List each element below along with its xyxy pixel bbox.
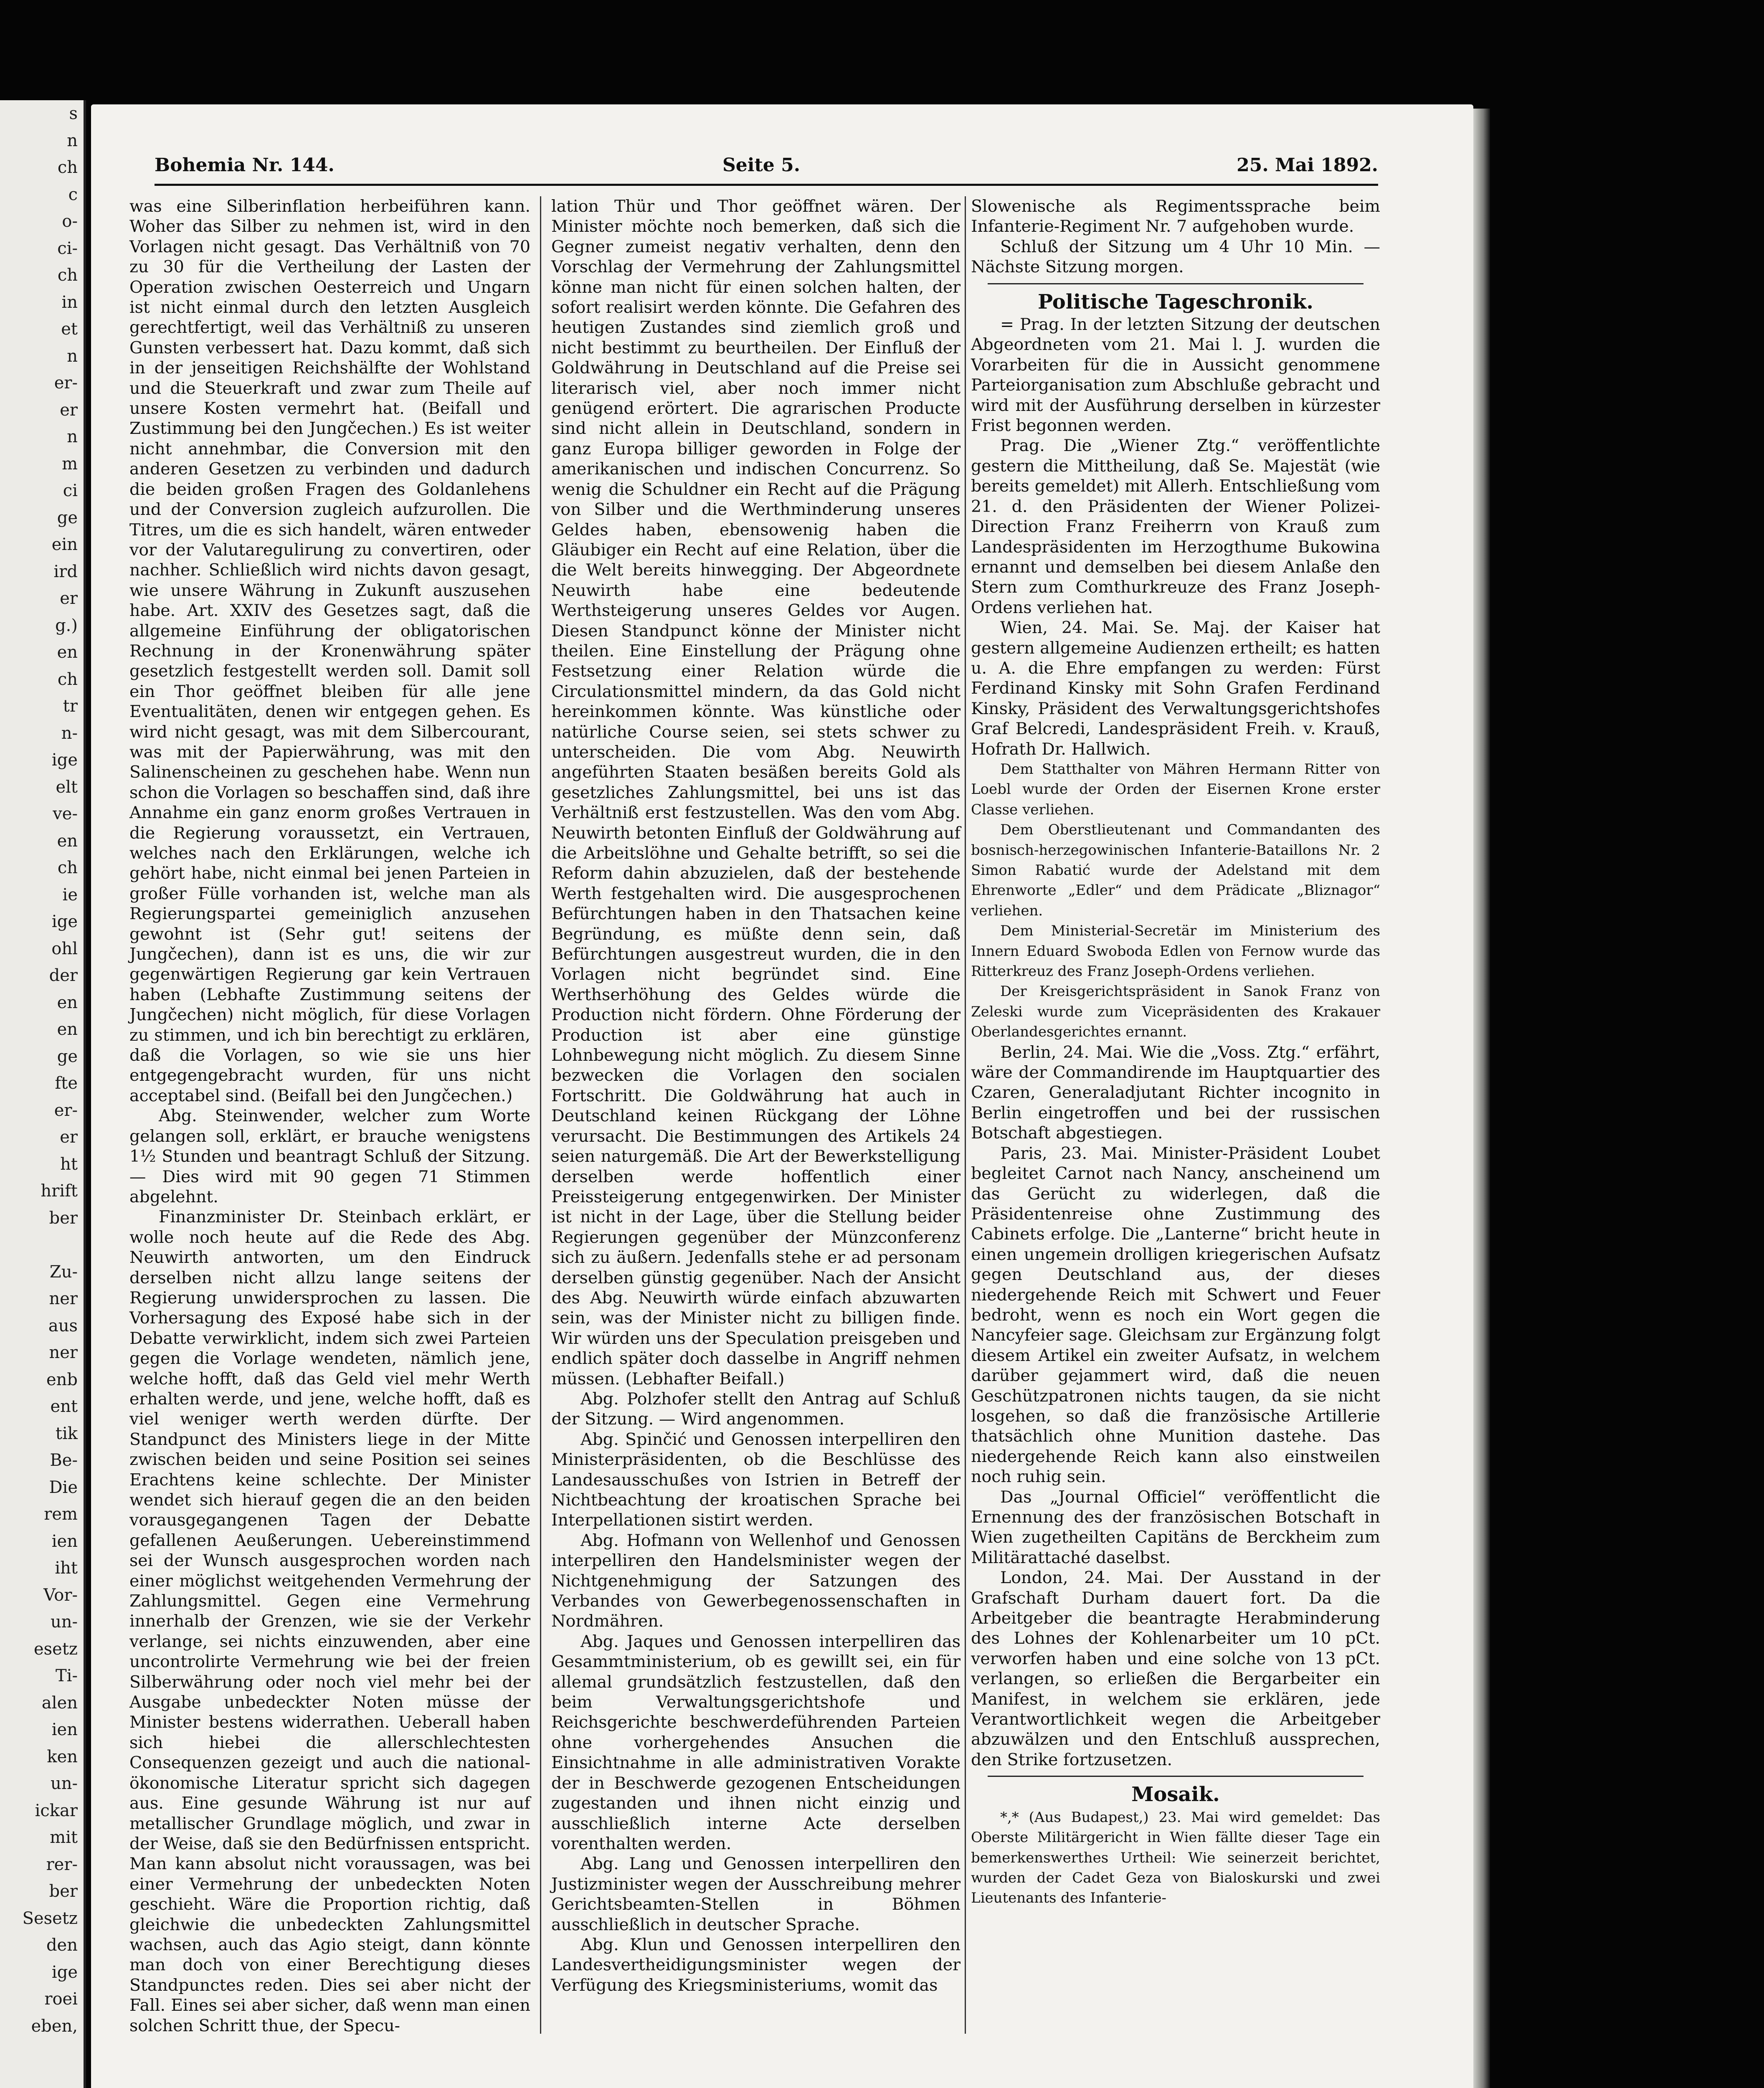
column-separator bbox=[540, 196, 541, 2034]
paragraph: = Prag. In der letzten Sitzung der deutschen Abgeordneten vom 21. Mai l. J. wurden die Vorarbeiten für die in Aussicht genommene Parteiorganisation zum Abschluße gebracht und wird mit der Ausführung derselben in kürzester Frist begonnen werden. bbox=[971, 315, 1380, 436]
fragment-line: rem bbox=[44, 1505, 78, 1524]
fragment-line: s bbox=[69, 104, 78, 123]
paragraph: Abg. Klun und Genossen interpelliren den Landesvertheidigungsminister wegen der Verfügung des Kriegsministeriums, womit das bbox=[551, 1935, 961, 1995]
fragment-line: fte bbox=[55, 1074, 78, 1093]
fragment-line: g.) bbox=[55, 616, 78, 635]
fragment-line: der bbox=[49, 966, 78, 985]
paragraph: Dem Ministerial-Secretär im Ministerium des Innern Eduard Swoboda Edlen von Fernow wurde das Ritterkreuz des Franz Joseph-Ordens verliehen. bbox=[971, 922, 1380, 980]
fragment-line: ch bbox=[57, 669, 78, 689]
header-rule bbox=[155, 184, 1378, 186]
paragraph: Abg. Jaques und Genossen interpelliren das Gesammtministerium, ob es gewillt sei, ein für allemal grundsätzlich festzustellen, daß den beim Verwaltungsgerichtshofe und Reichsgerichte beschwerdeführenden Parteien ohne vorhergehendes Ansuchen die Einsichtnahme in alle administrativen Vorakte der in Beschwerde gezogenen Entscheidungen zugestanden und ihnen nicht einzig und ausschließlich interne Acte derselben vorenthalten werden. bbox=[551, 1632, 961, 1853]
fragment-line: un- bbox=[50, 1774, 78, 1793]
column-separator bbox=[965, 196, 966, 2034]
fragment-line: ken bbox=[47, 1747, 78, 1766]
header-publication: Bohemia Nr. 144. bbox=[155, 155, 335, 176]
column-2 bbox=[551, 196, 961, 1995]
fragment-line: en bbox=[57, 1020, 78, 1039]
fragment-line: ein bbox=[51, 535, 78, 554]
header-date: 25. Mai 1892. bbox=[1237, 155, 1378, 176]
section-title-mosaik: Mosaik. bbox=[1131, 1783, 1220, 1807]
fragment-line: in bbox=[61, 292, 78, 312]
fragment-line: un- bbox=[50, 1612, 78, 1632]
fragment-line: roei bbox=[44, 1989, 78, 2009]
fragment-line: ner bbox=[49, 1343, 78, 1362]
fragment-line: et bbox=[61, 319, 78, 339]
fragment-line: ien bbox=[51, 1720, 78, 1739]
fragment-line: enb bbox=[46, 1370, 78, 1389]
paragraph: was eine Silberinflation herbeiführen kann. Woher das Silber zu nehmen ist, wird in den Vorlagen nicht gesagt. Das Verhältniß von 70 zu 30 für die Vertheilung der Lasten der Operation zwischen Oesterreich und Ungarn ist nicht einmal durch den letzten Ausgleich gerechtfertigt, weil das Verhältniß zu unseren Gunsten verbessert hat. Dazu kommt, daß sich in der jenseitigen Reichshälfte der Wohlstand und die Steuerkraft und zwar zum Theile auf unsere Kosten vermehrt hat. (Beifall und Zustimmung bei den Jungčechen.) Es ist weiter nicht annehmbar, die Conversion mit den anderen Gesetzen zu verbinden und dadurch die beiden großen Fragen des Goldanlehens und der Conversion zugleich aufzurollen. Die Titres, um die es sich handelt, wären entweder vor der Valutaregulirung zu convertiren, oder nachher. Schließlich wird nichts davon gesagt, wie unsere Währung in Zukunft auszusehen habe. Art. XXIV des Gesetzes sagt, daß die allgemeine Einführung der obligatorischen Rechnung in der Kronenwährung später gesetzlich festgestellt werden soll. Damit soll ein Thor geöffnet bleiben für alle jene Eventualitäten, denen wir entgegen gehen. Es wird nicht gesagt, was mit dem Silbercourant, was mit der Papierwährung, was mit den Salinenscheinen zu geschehen habe. Wenn nun schon die Vorlagen so beschaffen sind, daß ihre Annahme ein ganz enorm großes Vertrauen in die Regierung voraussetzt, ein Vertrauen, welches nach den Erklärungen, welche ich gehört habe, nicht einmal bei jenen Parteien in großer Fülle vorhanden ist, welche man als Regierungspartei gemeiniglich anzusehen gewohnt ist (Sehr gut! seitens der Jungčechen), dann ist es uns, die wir zur gegenwärtigen Regierung gar kein Vertrauen haben (Lebhafte Zustimmung seitens der Jungčechen) nicht möglich, für diese Vorlagen zu stimmen, und ich bin berechtigt zu erklären, daß die Vorlagen, so wie sie uns hier entgegengebracht wurden, für uns nicht acceptabel sind. (Beifall bei den Jungčechen.) bbox=[129, 197, 530, 1105]
fragment-line: ge bbox=[57, 1047, 78, 1066]
paragraph: Abg. Polzhofer stellt den Antrag auf Schluß der Sitzung. — Wird angenommen. bbox=[551, 1389, 961, 1429]
paragraph: Abg. Spinčić und Genossen interpelliren den Ministerpräsidenten, ob die Beschlüsse des Landesausschußes von Istrien in Betreff der Nichtbeachtung der kroatischen Sprache bei Interpellationen sistirt werden. bbox=[551, 1429, 961, 1530]
column-3 bbox=[971, 196, 1380, 1908]
fragment-line bbox=[0, 1232, 84, 1259]
paragraph: Berlin, 24. Mai. Wie die „Voss. Ztg.“ erfährt, wäre der Commandirende im Hauptquartier des Czaren, Generaladjutant Richter incognito in Berlin eingetroffen und bei der russischen Botschaft abgestiegen. bbox=[971, 1042, 1380, 1143]
fragment-line: ner bbox=[49, 1289, 78, 1308]
paragraph: Finanzminister Dr. Steinbach erklärt, er wolle noch heute auf die Rede des Abg. Neuwirth antworten, um den Eindruck derselben nicht allzu lange seitens der Regierung unwidersprochen zu lassen. Die Vorhersagung des Exposé habe sich in der Debatte verwirklicht, indem sich zwei Parteien gegen die Vorlage wendeten, nämlich jene, welche hofft, daß das Geld viel mehr Werth erhalten werde, und jene, welche hofft, daß es viel weniger werth werden dürfte. Der Standpunct des Ministers liege in der Mitte zwischen beiden und seine Position sei seines Erachtens keine schlechte. Der Minister wendet sich hierauf gegen die an den beiden vorausgegangenen Tagen der Debatte gefallenen Aeußerungen. Uebereinstimmend sei der Wunsch ausgesprochen worden nach einer möglichst weitgehenden Vermehrung der Zahlungsmittel. Gegen eine Vermehrung innerhalb der Grenzen, wie sie der Verkehr verlange, sei nichts einzuwenden, aber eine uncontrolirte Vermehrung wie bei der freien Silberwährung oder noch viel mehr bei der Ausgabe unbedeckter Noten müsse der Minister bestens widerrathen. Ueberall haben sich hiebei die allerschlechtesten Consequenzen gezeigt und auch die national-ökonomische Literatur spricht sich dagegen aus. Eine gesunde Währung ist nur auf metallischer Grundlage möglich, und zwar in der Weise, daß sie den Bedürfnissen entspricht. Man kann absolut nicht voraussagen, was bei einer Vermehrung der unbedeckten Noten geschieht. Wäre die Proportion richtig, daß gleichwie die unbedeckten Zahlungsmittel wachsen, auch das Agio steigt, dann könnte man doch von einer Berechtigung dieses Standpunctes reden. Dies sei aber nicht der Fall. Eines sei aber sicher, daß wenn man einen solchen Schritt thue, der Specu- bbox=[129, 1207, 530, 2035]
fragment-line: hrift bbox=[41, 1181, 78, 1201]
adjacent-page-fragment bbox=[0, 100, 86, 2088]
fragment-line: ien bbox=[51, 1531, 78, 1551]
fragment-line: ber bbox=[49, 1882, 78, 1901]
fragment-line: ird bbox=[53, 562, 78, 581]
fragment-line: ht bbox=[60, 1154, 78, 1174]
fragment-line: en bbox=[57, 831, 78, 851]
paragraph: Dem Oberstlieutenant und Commandanten des bosnisch-herzegowinischen Infanterie-Bataillons Nr. 2 Simon Rabatić wurde der Adelstand mit dem Ehrenworte „Edler“ und dem Prädicate „Bliznagor“ verliehen. bbox=[971, 821, 1380, 919]
fragment-line: ci bbox=[63, 481, 78, 500]
fragment-line: elt bbox=[56, 777, 78, 797]
fragment-line: ch bbox=[57, 266, 78, 285]
page-edge-shadow bbox=[1473, 109, 1490, 2088]
paragraph: *,* (Aus Budapest,) 23. Mai wird gemeldet: Das Oberste Militärgericht in Wien fällte dieser Tage ein bemerkenswerthes Urtheil: Wie seinerzeit berichtet, wurden der Cadet Geza von Bialoskurski und zwei Lieutenants des Infanterie- bbox=[971, 1809, 1380, 1907]
fragment-line: ci- bbox=[57, 238, 78, 258]
fragment-line: er- bbox=[54, 1100, 78, 1120]
fragment-line: Zu- bbox=[49, 1262, 78, 1282]
fragment-line: o- bbox=[62, 212, 78, 231]
header-page-number: Seite 5. bbox=[722, 155, 801, 176]
fragment-line: tr bbox=[63, 697, 78, 716]
fragment-line: ch bbox=[57, 158, 78, 177]
fragment-line: rer- bbox=[46, 1855, 78, 1874]
paragraph: Paris, 23. Mai. Minister-Präsident Loubet begleitet Carnot nach Nancy, anscheinend um das Gerücht zu widerlegen, daß die Präsidentenreise ohne Zustimmung des Cabinets erfolge. Die „Lanterne“ bricht heute in einen ungemein drolligen kriegerischen Aufsatz gegen Deutschland aus, der dieses niedergehende Reich mit Schwert und Feuer bedroht, wenn es noch ein Wort gegen die Nancyfeier sage. Gleichsam zur Ergänzung folgt diesem Artikel ein zweiter Aufsatz, in welchem darüber gejammert wird, daß die neuen Geschützpatronen nichts taugen, da sie nicht losgehen, so daß die französische Artillerie thatsächlich ohne Munition dastehe. Das niedergehende Reich kann also einstweilen noch ruhig sein. bbox=[971, 1143, 1380, 1487]
paragraph: Der Kreisgerichtspräsident in Sanok Franz von Zeleski wurde zum Vicepräsidenten des Krakauer Oberlandesgerichtes ernannt. bbox=[971, 983, 1380, 1041]
fragment-line: ve- bbox=[53, 804, 78, 824]
fragment-line: Be- bbox=[50, 1451, 78, 1470]
paragraph: Das „Journal Officiel“ veröffentlicht die Ernennung des der französischen Botschaft in Wien zugetheilten Capitäns de Berckheim zum Militärattaché daselbst. bbox=[971, 1487, 1380, 1567]
fragment-line: den bbox=[46, 1936, 78, 1955]
fragment-line: alen bbox=[41, 1693, 78, 1713]
paragraph: London, 24. Mai. Der Ausstand in der Grafschaft Durham dauert fort. Da die Arbeitgeber die beantragte Herabminderung des Lohnes der Kohlenarbeiter um 10 pCt. verworfen haben und eine solche von 13 pCt. verlangen, so erließen die Bergarbeiter ein Manifest, in welchem sie erklären, jede Verantwortlichkeit wegen die Arbeitgeber abzuwälzen und den Entschluß aussprechen, den Strike fortzusetzen. bbox=[971, 1568, 1380, 1769]
fragment-line: c bbox=[68, 185, 78, 204]
fragment-line: en bbox=[57, 643, 78, 662]
fragment-line: Ti- bbox=[56, 1666, 78, 1685]
paragraph: Abg. Lang und Genossen interpelliren den Justizminister wegen der Ausschreibung mehrer Gerichtsbeamten-Stellen in Böhmen ausschließlich in deutscher Sprache. bbox=[551, 1854, 961, 1934]
fragment-line: tik bbox=[55, 1424, 78, 1443]
fragment-line: er bbox=[60, 400, 78, 420]
fragment-line: n bbox=[67, 427, 78, 446]
fragment-line: ickar bbox=[35, 1801, 78, 1820]
paragraph: Slowenische als Regimentssprache beim Infanterie-Regiment Nr. 7 aufgehoben wurde. bbox=[971, 197, 1380, 236]
fragment-line: er bbox=[60, 1128, 78, 1147]
fragment-line: ch bbox=[57, 858, 78, 877]
paragraph: Abg. Steinwender, welcher zum Worte gelangen soll, erklärt, er brauche wenigstens 1½ Stunden und beantragt Schluß der Sitzung. — Dies wird mit 90 gegen 71 Stimmen abgelehnt. bbox=[129, 1106, 530, 1206]
paragraph: Prag. Die „Wiener Ztg.“ veröffentlichte gestern die Mittheilung, daß Se. Majestät (wie bereits gemeldet) mit Allerh. Entschließung vom 21. d. den Präsidenten der Wiener Polizei-Direction Franz Freiherrn von Krauß zum Landespräsidenten im Herzogthume Bukowina ernannt und demselben bei diesem Anlaße den Stern zum Comthurkreuze des Franz Joseph-Ordens verliehen hat. bbox=[971, 436, 1380, 617]
fragment-line: n- bbox=[61, 723, 78, 743]
paragraph: Schluß der Sitzung um 4 Uhr 10 Min. — Nächste Sitzung morgen. bbox=[971, 237, 1380, 277]
fragment-line: m bbox=[62, 454, 78, 474]
section-title-politik: Politische Tageschronik. bbox=[1038, 290, 1313, 314]
paragraph: Dem Statthalter von Mähren Hermann Ritter von Loebl wurde der Orden der Eisernen Krone erster Classe verliehen. bbox=[971, 760, 1380, 818]
paragraph: Wien, 24. Mai. Se. Maj. der Kaiser hat gestern allgemeine Audienzen ertheilt; es hatten u. A. die Ehre empfangen zu werden: Fürst Ferdinand Kinsky mit Sohn Grafen Ferdinand Kinsky, Präsident des Verwaltungsgerichtshofes Graf Belcredi, Landespräsident Freih. v. Krauß, Hofrath Dr. Hallwich. bbox=[971, 618, 1380, 759]
paragraph: lation Thür und Thor geöffnet wären. Der Minister möchte noch bemerken, daß sich die Gegner zumeist negativ verhalten, denn den Vorschlag der Vermehrung der Zahlungsmittel könne man nicht für einen solchen halten, der sofort realisirt werden könnte. Die Gefahren des heutigen Zustandes sind ziemlich groß und nicht bestimmt zu beurtheilen. Der Einfluß der Goldwährung in Deutschland auf die Preise sei literarisch viel, aber noch immer nicht genügend erörtert. Die agrarischen Producte sind nicht allein in Deutschland, sondern in ganz Europa billiger geworden in Folge der amerikanischen und indischen Concurrenz. So wenig die Schuldner ein Recht auf die Prägung von Silber und die Werthminderung unseres Geldes haben, ebensowenig haben die Gläubiger ein Recht auf eine Relation, über die die Welt bereits hinwegging. Der Abgeordnete Neuwirth habe eine bedeutende Werthsteigerung unseres Geldes vor Augen. Diesen Standpunct könne der Minister nicht theilen. Eine Einstellung der Prägung ohne Festsetzung einer Relation würde die Circulationsmittel mindern, da das Gold nicht hereinkommen könnte. Was künstliche oder natürliche Course seien, sei stets schwer zu unterscheiden. Die vom Abg. Neuwirth angeführten Staaten besäßen bereits Gold als gesetzliches Zahlungsmittel, bei uns ist das Verhältniß erst festzustellen. Was den vom Abg. Neuwirth betonten Einfluß der Goldwährung auf die Arbeitslöhne und Gehalte betrifft, so sei die Reform dahin abzuzielen, daß der bestehende Werth festgehalten wird. Die ausgesprochenen Befürchtungen haben in den Thatsachen keine Begründung, es müßte denn sein, daß Befürchtungen ausgestreut wurden, die in den Vorlagen nicht begründet sind. Eine Werthserhöhung des Geldes würde die Production nicht fördern. Ohne Förderung der Production ist aber eine günstige Lohnbewegung nicht möglich. Zu diesem Sinne bezwecken die Vorlagen den socialen Fortschritt. Die Goldwährung hat auch in Deutschland keinen Rückgang der Löhne verursacht. Die Bestimmungen des Artikels 24 seien naturgemäß. Die Art der Bewerkstelligung derselben werde hoffentlich einer Preissteigerung entgegenwirken. Der Minister ist nicht in der Lage, über die Stellung beider Regierungen gegenüber der Münzconferenz sich zu äußern. Jedenfalls stehe er ad personam derselben günstig gegenüber. Nach der Ansicht des Abg. Neuwirth würde einfach abzuwarten sein, was der Minister nicht zu billigen finde. Wir würden uns der Speculation preisgeben und endlich später doch dasselbe in Angriff nehmen müssen. (Lebhafter Beifall.) bbox=[551, 197, 961, 1389]
fragment-line: ige bbox=[51, 912, 78, 931]
fragment-line: ge bbox=[57, 508, 78, 527]
fragment-line: ohl bbox=[51, 939, 78, 958]
fragment-line: aus bbox=[48, 1316, 78, 1335]
fragment-line: n bbox=[67, 131, 78, 150]
fragment-line: ige bbox=[51, 750, 78, 770]
fragment-line: n bbox=[67, 346, 78, 366]
column-1 bbox=[129, 196, 530, 2036]
fragment-line: iht bbox=[55, 1558, 78, 1578]
fragment-line: ige bbox=[51, 1962, 78, 1982]
fragment-line: esetz bbox=[33, 1639, 78, 1659]
fragment-line: ie bbox=[62, 885, 78, 905]
fragment-line: Die bbox=[49, 1477, 78, 1497]
fragment-line: er- bbox=[54, 373, 78, 393]
fragment-line: Sesetz bbox=[22, 1908, 78, 1928]
fragment-line: mit bbox=[50, 1828, 78, 1847]
fragment-line: ent bbox=[50, 1397, 78, 1416]
paragraph: Abg. Hofmann von Wellenhof und Genossen interpelliren den Handelsminister wegen der Nichtgenehmigung der Satzungen des Verbandes von Gewerbegenossenschaften in Nordmähren. bbox=[551, 1531, 961, 1631]
fragment-line: ber bbox=[49, 1208, 78, 1228]
fragment-line: er bbox=[60, 589, 78, 608]
section-divider bbox=[988, 1776, 1364, 1777]
page-header bbox=[155, 155, 1378, 184]
fragment-line: eben, bbox=[31, 2016, 78, 2036]
section-divider bbox=[988, 283, 1364, 284]
fragment-line: Vor- bbox=[43, 1585, 78, 1605]
fragment-line: en bbox=[57, 993, 78, 1012]
